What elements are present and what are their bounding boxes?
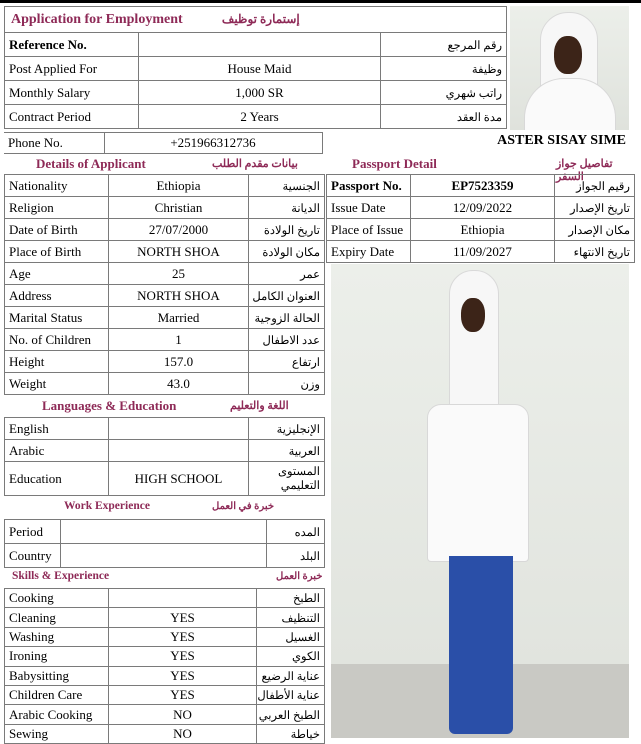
row-value: House Maid xyxy=(139,57,381,81)
row-label: Ironing xyxy=(5,647,109,666)
table-row xyxy=(5,462,325,496)
row-ar: وظيفة xyxy=(381,57,507,81)
row-ar: المستوى التعليمي xyxy=(249,462,325,496)
table-row xyxy=(5,627,325,646)
row-ar: الطبخ العربي xyxy=(257,705,325,724)
row-ar: راتب شهري xyxy=(381,81,507,105)
table-row xyxy=(5,57,507,81)
row-label: Reference No. xyxy=(5,33,139,57)
table-row xyxy=(5,440,325,462)
row-label: Cooking xyxy=(5,589,109,608)
row-value: 27/07/2000 xyxy=(109,219,249,241)
row-label: Arabic xyxy=(5,440,109,462)
row-ar: الديانة xyxy=(249,197,325,219)
row-label: Babysitting xyxy=(5,666,109,685)
row-value: YES xyxy=(109,608,257,627)
table-row xyxy=(5,373,325,395)
row-value: YES xyxy=(109,627,257,646)
row-ar: البلد xyxy=(267,544,325,568)
table-row xyxy=(5,105,507,129)
work-experience-table xyxy=(4,519,325,568)
row-ar: عمر xyxy=(249,263,325,285)
row-label: Country xyxy=(5,544,61,568)
row-value: 157.0 xyxy=(109,351,249,373)
row-value xyxy=(109,589,257,608)
row-value xyxy=(109,418,249,440)
row-value: Married xyxy=(109,307,249,329)
work-section-title: Work Experience xyxy=(64,500,150,512)
languages-section-title: Languages & Education xyxy=(42,398,177,413)
row-ar: الجنسية xyxy=(249,175,325,197)
table-row xyxy=(5,724,325,743)
row-ar: الإنجليزية xyxy=(249,418,325,440)
row-value: NORTH SHOA xyxy=(109,285,249,307)
row-label: Education xyxy=(5,462,109,496)
row-ar: العربية xyxy=(249,440,325,462)
work-section-title-ar: خبرة في العمل xyxy=(212,501,275,512)
row-ar: خياطة xyxy=(257,724,325,743)
row-label: Period xyxy=(5,520,61,544)
row-label: Expiry Date xyxy=(327,241,411,263)
skills-section-title: Skills & Experience xyxy=(12,570,110,582)
row-label: Height xyxy=(5,351,109,373)
table-row xyxy=(5,351,325,373)
row-value xyxy=(109,440,249,462)
row-label: Place of Issue xyxy=(327,219,411,241)
table-row xyxy=(5,705,325,724)
applicant-photo-full xyxy=(331,264,629,738)
phone-value: +251966312736 xyxy=(104,133,322,154)
row-value: YES xyxy=(109,666,257,685)
row-value: YES xyxy=(109,685,257,704)
table-row xyxy=(5,285,325,307)
row-value: 1,000 SR xyxy=(139,81,381,105)
row-value: 43.0 xyxy=(109,373,249,395)
row-label: Religion xyxy=(5,197,109,219)
row-ar: الطبخ xyxy=(257,589,325,608)
applicant-section-title-ar: بيانات مقدم الطلب xyxy=(212,158,298,170)
languages-table xyxy=(4,417,325,496)
application-header xyxy=(5,7,507,33)
row-ar: عناية الرضيع xyxy=(257,666,325,685)
table-row xyxy=(5,666,325,685)
row-value: 1 xyxy=(109,329,249,351)
table-row xyxy=(5,219,325,241)
row-label: Address xyxy=(5,285,109,307)
table-row xyxy=(5,418,325,440)
table-row xyxy=(5,307,325,329)
application-title-en: Application for Employment xyxy=(11,12,183,27)
row-value: NO xyxy=(109,724,257,743)
row-value: NORTH SHOA xyxy=(109,241,249,263)
skills-table xyxy=(4,588,325,744)
row-label: Sewing xyxy=(5,724,109,743)
row-label: Monthly Salary xyxy=(5,81,139,105)
row-value: 11/09/2027 xyxy=(411,241,555,263)
row-ar: مكان الإصدار xyxy=(555,219,635,241)
row-ar: الحالة الزوجية xyxy=(249,307,325,329)
row-value xyxy=(61,544,267,568)
row-label: Marital Status xyxy=(5,307,109,329)
row-ar: الكوي xyxy=(257,647,325,666)
row-label: Post Applied For xyxy=(5,57,139,81)
table-row xyxy=(5,647,325,666)
row-ar: رقم المرجع xyxy=(381,33,507,57)
skills-section-title-ar: خبرة العمل xyxy=(276,571,323,582)
application-title-ar: إستمارة توظيف xyxy=(221,12,300,26)
row-label: Weight xyxy=(5,373,109,395)
row-ar: المده xyxy=(267,520,325,544)
row-ar: التنظيف xyxy=(257,608,325,627)
row-label: No. of Children xyxy=(5,329,109,351)
row-ar: تاريخ الإصدار xyxy=(555,197,635,219)
row-value: 25 xyxy=(109,263,249,285)
table-row xyxy=(327,197,635,219)
row-value xyxy=(139,33,381,57)
top-border xyxy=(0,0,641,3)
row-label: Issue Date xyxy=(327,197,411,219)
row-label: Date of Birth xyxy=(5,219,109,241)
applicant-details-table xyxy=(4,174,325,395)
row-ar: وزن xyxy=(249,373,325,395)
passport-details-table xyxy=(326,174,635,263)
row-value xyxy=(61,520,267,544)
applicant-name: ASTER SISAY SIME xyxy=(497,133,626,148)
row-label: Washing xyxy=(5,627,109,646)
row-ar: عدد الاطفال xyxy=(249,329,325,351)
applicant-section-title: Details of Applicant xyxy=(36,156,146,171)
row-label: Cleaning xyxy=(5,608,109,627)
row-label: Place of Birth xyxy=(5,241,109,263)
row-label: English xyxy=(5,418,109,440)
row-ar: عناية الأطفال xyxy=(257,685,325,704)
row-ar: ارتفاع xyxy=(249,351,325,373)
table-row xyxy=(5,263,325,285)
table-row xyxy=(5,608,325,627)
row-value: 12/09/2022 xyxy=(411,197,555,219)
row-value: HIGH SCHOOL xyxy=(109,462,249,496)
row-label: Arabic Cooking xyxy=(5,705,109,724)
row-value: Christian xyxy=(109,197,249,219)
table-row xyxy=(5,544,325,568)
row-value: EP7523359 xyxy=(411,175,555,197)
table-row xyxy=(5,589,325,608)
row-ar: مدة العقد xyxy=(381,105,507,129)
row-value: 2 Years xyxy=(139,105,381,129)
row-label: Contract Period xyxy=(5,105,139,129)
row-ar: رقيم الجواز xyxy=(555,175,635,197)
row-ar: العنوان الكامل xyxy=(249,285,325,307)
applicant-photo-small xyxy=(510,6,629,130)
row-label: Passport No. xyxy=(327,175,411,197)
table-row xyxy=(327,219,635,241)
row-value: Ethiopia xyxy=(109,175,249,197)
table-row xyxy=(5,81,507,105)
languages-section-title-ar: اللغة والتعليم xyxy=(230,400,289,412)
table-row xyxy=(327,241,635,263)
row-value: NO xyxy=(109,705,257,724)
table-row xyxy=(5,241,325,263)
table-row xyxy=(5,520,325,544)
row-ar: الغسيل xyxy=(257,627,325,646)
table-row xyxy=(5,329,325,351)
row-ar: تاريخ الانتهاء xyxy=(555,241,635,263)
phone-label: Phone No. xyxy=(4,133,104,154)
passport-section-title-ar: تفاصيل جواز السفر xyxy=(556,158,613,183)
row-value: Ethiopia xyxy=(411,219,555,241)
row-ar: مكان الولادة xyxy=(249,241,325,263)
phone-table xyxy=(4,132,323,154)
table-row xyxy=(5,33,507,57)
row-label: Nationality xyxy=(5,175,109,197)
table-row xyxy=(5,197,325,219)
table-row xyxy=(5,685,325,704)
top-info-table xyxy=(4,6,507,129)
passport-section-title: Passport Detail xyxy=(352,156,437,171)
row-label: Age xyxy=(5,263,109,285)
table-row xyxy=(327,175,635,197)
table-row xyxy=(5,175,325,197)
row-label: Children Care xyxy=(5,685,109,704)
row-value: YES xyxy=(109,647,257,666)
row-ar: تاريخ الولادة xyxy=(249,219,325,241)
